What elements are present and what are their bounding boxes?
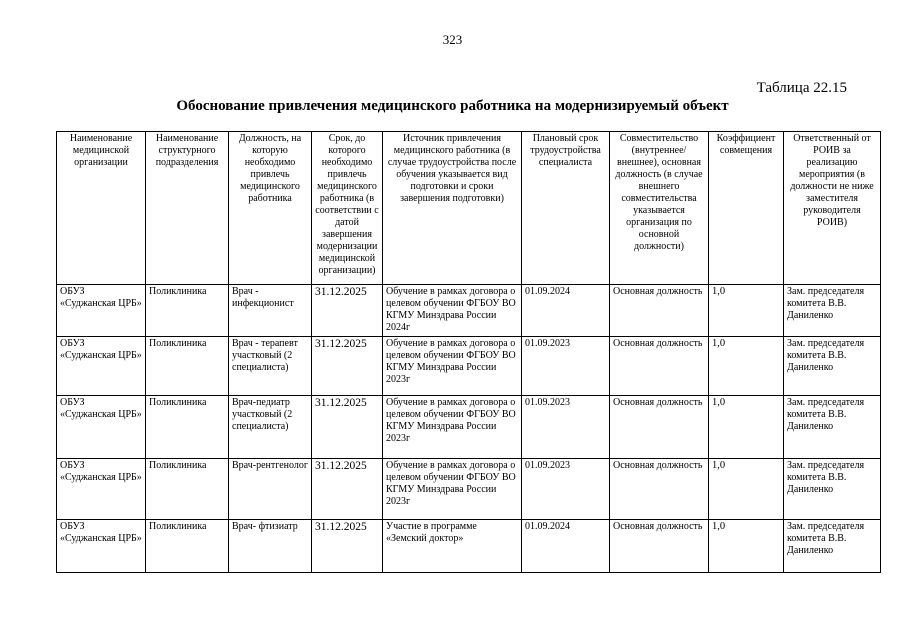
cell-position: Врач-рентгенолог: [229, 459, 312, 520]
cell-source: Обучение в рамках договора о целевом обучении ФГБОУ ВО КГМУ Минздрава России 2023г: [383, 396, 522, 459]
cell-organization: ОБУЗ «Суджанская ЦРБ»: [57, 520, 146, 573]
cell-department: Поликлиника: [146, 285, 229, 337]
justification-table: [56, 131, 881, 573]
cell-organization: ОБУЗ «Суджанская ЦРБ»: [57, 459, 146, 520]
cell-planned-date: 01.09.2024: [522, 285, 610, 337]
header-position: Должность, на которую необходимо привлечь медицинского работника: [229, 132, 312, 285]
cell-deadline: 31.12.2025: [312, 520, 383, 573]
cell-planned-date: 01.09.2023: [522, 459, 610, 520]
page-number: 323: [442, 32, 463, 47]
cell-coefficient: 1,0: [709, 520, 784, 573]
cell-organization: ОБУЗ «Суджанская ЦРБ»: [57, 285, 146, 337]
cell-deadline: 31.12.2025: [312, 459, 383, 520]
cell-combination: Основная должность: [610, 396, 709, 459]
cell-deadline: 31.12.2025: [312, 285, 383, 337]
cell-coefficient: 1,0: [709, 459, 784, 520]
table-row: [57, 520, 881, 573]
table-row: [57, 396, 881, 459]
cell-department: Поликлиника: [146, 459, 229, 520]
header-deadline: Срок, до которого необходимо привлечь медицинского работника (в соответствии с датой завершения модернизации медицинской организации): [312, 132, 383, 285]
cell-coefficient: 1,0: [709, 337, 784, 396]
cell-department: Поликлиника: [146, 337, 229, 396]
cell-source: Обучение в рамках договора о целевом обучении ФГБОУ ВО КГМУ Минздрава России 2024г: [383, 285, 522, 337]
cell-planned-date: 01.09.2024: [522, 520, 610, 573]
cell-responsible: Зам. председателя комитета В.В. Даниленко: [784, 337, 881, 396]
cell-deadline: 31.12.2025: [312, 396, 383, 459]
header-combination: Совместительство (внутреннее/внешнее), основная должность (в случае внешнего совместительства указывается организация по основной должности): [610, 132, 709, 285]
cell-responsible: Зам. председателя комитета В.В. Даниленко: [784, 285, 881, 337]
document-title: Обоснование привлечения медицинского работника на модернизируемый объект: [176, 98, 729, 114]
header-planned-date: Плановый срок трудоустройства специалиста: [522, 132, 610, 285]
header-coefficient: Коэффициент совмещения: [709, 132, 784, 285]
cell-coefficient: 1,0: [709, 396, 784, 459]
cell-combination: Основная должность: [610, 337, 709, 396]
cell-position: Врач - инфекционист: [229, 285, 312, 337]
cell-coefficient: 1,0: [709, 285, 784, 337]
cell-department: Поликлиника: [146, 520, 229, 573]
header-source: Источник привлечения медицинского работника (в случае трудоустройства после обучения указывается вид подготовки и сроки завершения подготовки): [383, 132, 522, 285]
cell-source: Участие в программе «Земский доктор»: [383, 520, 522, 573]
cell-planned-date: 01.09.2023: [522, 396, 610, 459]
cell-department: Поликлиника: [146, 396, 229, 459]
cell-planned-date: 01.09.2023: [522, 337, 610, 396]
table-header-row: [57, 132, 881, 285]
cell-source: Обучение в рамках договора о целевом обучении ФГБОУ ВО КГМУ Минздрава России 2023г: [383, 459, 522, 520]
cell-position: Врач-педиатр участковый (2 специалиста): [229, 396, 312, 459]
header-organization: Наименование медицинской организации: [57, 132, 146, 285]
table-row: [57, 285, 881, 337]
cell-responsible: Зам. председателя комитета В.В. Даниленко: [784, 459, 881, 520]
cell-combination: Основная должность: [610, 459, 709, 520]
table-row: [57, 459, 881, 520]
table-row: [57, 337, 881, 396]
cell-position: Врач - терапевт участковый (2 специалиста): [229, 337, 312, 396]
cell-source: Обучение в рамках договора о целевом обучении ФГБОУ ВО КГМУ Минздрава России 2023г: [383, 337, 522, 396]
cell-combination: Основная должность: [610, 285, 709, 337]
header-department: Наименование структурного подразделения: [146, 132, 229, 285]
cell-combination: Основная должность: [610, 520, 709, 573]
cell-position: Врач- фтизиатр: [229, 520, 312, 573]
header-responsible: Ответственный от РОИВ за реализацию мероприятия (в должности не ниже заместителя руководителя РОИВ): [784, 132, 881, 285]
cell-responsible: Зам. председателя комитета В.В. Даниленко: [784, 396, 881, 459]
cell-organization: ОБУЗ «Суджанская ЦРБ»: [57, 337, 146, 396]
table-label: Таблица 22.15: [756, 80, 847, 96]
cell-organization: ОБУЗ «Суджанская ЦРБ»: [57, 396, 146, 459]
cell-responsible: Зам. председателя комитета В.В. Даниленко: [784, 520, 881, 573]
cell-deadline: 31.12.2025: [312, 337, 383, 396]
